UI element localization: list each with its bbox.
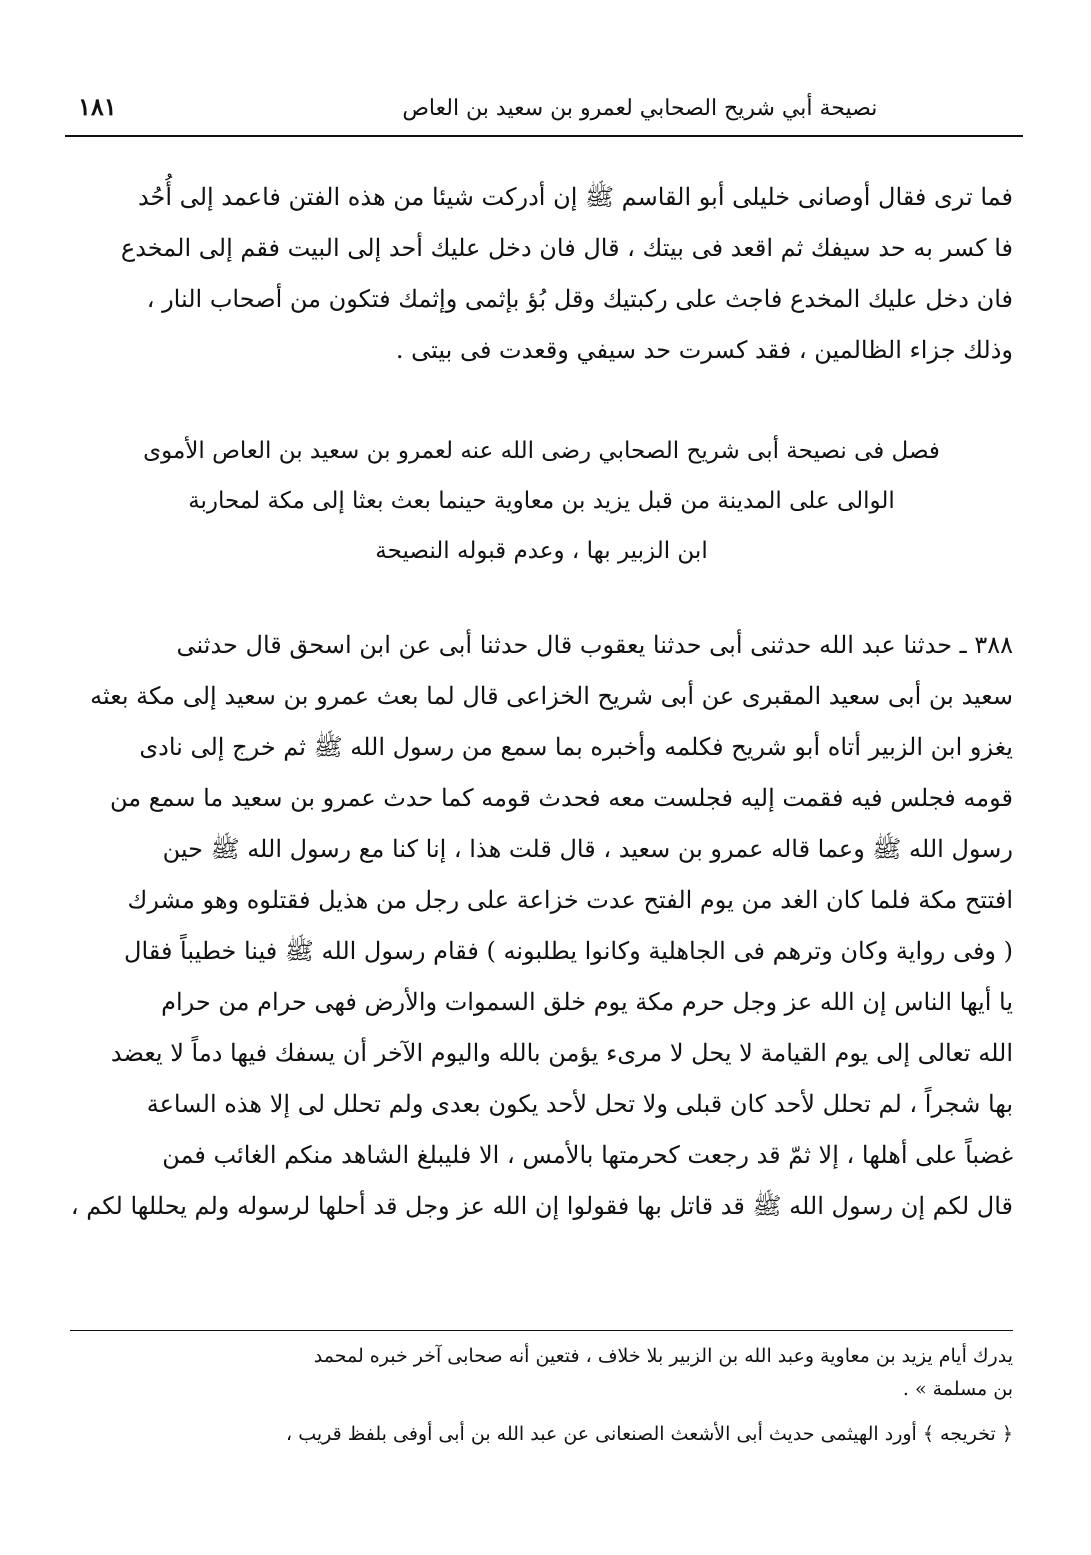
text-line: ٣٨٨ ـ حدثنا عبد الله حدثنى أبى حدثنا يعقوب قال حدثنا أبى عن ابن اسحق قال حدثنى	[176, 631, 1013, 659]
page-number: ١٨١	[78, 92, 117, 121]
text-line: يا أيها الناس إن الله عز وجل حرم مكة يوم خلق السموات والأرض فهى حرام من حرام	[161, 988, 1013, 1016]
text-line: قومه فجلس فيه فقمت إليه فجلست معه فحدث قومه كما حدث عمرو بن سعيد ما سمع من	[109, 784, 1013, 812]
text-line: رسول الله ﷺ وعما قاله عمرو بن سعيد ، قال قلت هذا ، إنا كنا مع رسول الله ﷺ حين	[162, 835, 1013, 863]
footnote-rule	[70, 1330, 1013, 1331]
hadith-paragraph	[70, 620, 1013, 1232]
text-line: فما ترى فقال أوصانى خليلى أبو القاسم ﷺ إن أدركت شيئا من هذه الفتن فاعمد إلى أُحُد	[137, 183, 1013, 211]
heading-line: ابن الزبير بها ، وعدم قبوله النصيحة	[375, 538, 708, 564]
text-line: قال لكم إن رسول الله ﷺ قد قاتل بها فقولوا إن الله عز وجل قد أحلها لرسوله ولم يحللها لكم ،	[70, 1192, 1013, 1220]
header-rule	[65, 135, 1023, 137]
running-title: نصيحة أبي شريح الصحابي لعمرو بن سعيد بن العاص	[402, 96, 878, 121]
footnote-line: يدرك أيام يزيد بن معاوية وعبد الله بن الزبير بلا خلاف ، فتعين أنه صحابى آخر خبره لمحمد	[313, 1345, 1013, 1367]
footnote-line: بن مسلمة » .	[902, 1378, 1013, 1400]
text-line: غضباً على أهلها ، إلا ثمّ قد رجعت كحرمتها بالأمس ، الا فليبلغ الشاهد منكم الغائب فمن	[162, 1141, 1013, 1169]
text-line: فان دخل عليك المخدع فاجث على ركبتيك وقل بُؤ بإثمى وإثمك فتكون من أصحاب النار ،	[146, 285, 1013, 313]
text-line: سعيد بن أبى سعيد المقبرى عن أبى شريح الخزاعى قال لما بعث عمرو بن سعيد إلى مكة بعثه	[90, 682, 1013, 710]
footnote-gap	[70, 1406, 1013, 1418]
footnote-line: ﴿ تخريجه ﴾ أورد الهيثمى حديث أبى الأشعث الصنعانى عن عبد الله بن أبى أوفى بلفظ قريب ،	[286, 1423, 1013, 1445]
text-line: ( وفى رواية وكان وترهم فى الجاهلية وكانوا يطلبونه ) فقام رسول الله ﷺ فينا خطيباً فقال	[124, 937, 1013, 965]
heading-line: فصل فى نصيحة أبى شريح الصحابي رضى الله عنه لعمرو بن سعيد بن العاص الأموى	[143, 438, 940, 464]
section-heading	[70, 426, 1013, 576]
page-header	[78, 92, 1013, 121]
text-line: فا كسر به حد سيفك ثم اقعد فى بيتك ، قال فان دخل عليك أحد إلى البيت فقم إلى المخدع	[120, 234, 1013, 262]
heading-line: الوالى على المدينة من قبل يزيد بن معاوية حينما بعث بعثا إلى مكة لمحاربة	[188, 488, 895, 514]
text-line: افتتح مكة فلما كان الغد من يوم الفتح عدت خزاعة على رجل من هذيل فقتلوه وهو مشرك	[127, 886, 1013, 914]
text-line: الله تعالى إلى يوم القيامة لا يحل لا مرىء يؤمن بالله واليوم الآخر أن يسفك فيها دماً لا يعضد	[110, 1039, 1013, 1067]
intro-paragraph	[70, 172, 1013, 376]
text-line: وذلك جزاء الظالمين ، فقد كسرت حد سيفي وقعدت فى بيتى .	[395, 336, 1013, 364]
text-line: يغزو ابن الزبير أتاه أبو شريح فكلمه وأخبره بما سمع من رسول الله ﷺ ثم خرج إلى نادى	[139, 733, 1013, 761]
text-line: بها شجراً ، لم تحلل لأحد كان قبلى ولا تحل لأحد يكون بعدى ولم تحلل لى إلا هذه الساعة	[146, 1090, 1013, 1118]
footnotes	[70, 1340, 1013, 1451]
